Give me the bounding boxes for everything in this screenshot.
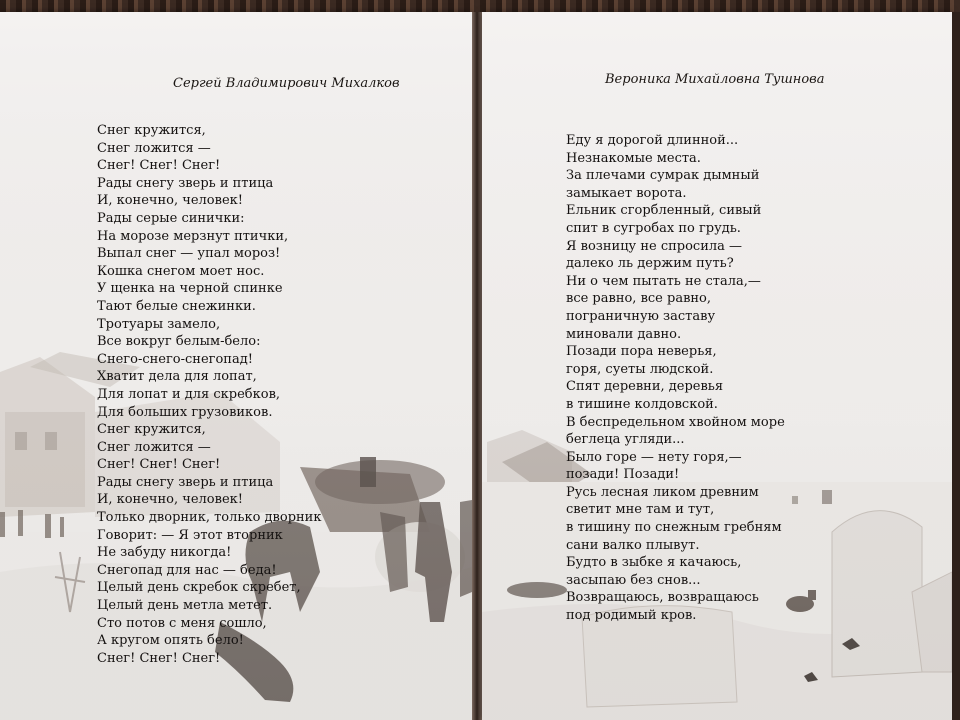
poem-line: И, конечно, человек! <box>97 492 243 508</box>
poem-line: У щенка на черной спинке <box>97 281 283 297</box>
poem-line: Только дворник, только дворник <box>97 510 322 526</box>
poem-line: Для лопат и для скребков, <box>97 386 281 402</box>
poem-line: спит в сугробах по грудь. <box>566 220 741 236</box>
poem-line: Хватит дела для лопат, <box>97 369 257 385</box>
book-spine <box>472 12 482 720</box>
poem-line: Говорит: — Я этот вторник <box>97 527 283 543</box>
poem-line: Не забуду никогда! <box>97 545 232 561</box>
poem-line: Тают белые снежинки. <box>97 298 256 314</box>
poem-line: сани валко плывут. <box>566 537 700 553</box>
poem-line: Снег! Снег! Снег! <box>97 650 221 666</box>
poem-line: Снего-снего-снегопад! <box>97 351 253 367</box>
poem-line: позади! Позади! <box>566 467 680 483</box>
poem-line: Рады снегу зверь и птица <box>97 474 274 490</box>
right-page <box>482 12 952 720</box>
left-author-name: Сергей Владимирович Михалков <box>173 76 400 91</box>
poem-line: Кошка снегом моет нос. <box>97 263 265 279</box>
poem-line: горя, суеты людской. <box>566 361 714 377</box>
poem-line: Рады снегу зверь и птица <box>97 175 274 191</box>
poem-line: замыкает ворота. <box>566 185 687 201</box>
poem-line: Было горе — нету горя,— <box>566 449 742 465</box>
poem-line: На морозе мерзнут птички, <box>97 228 289 244</box>
poem-line: засыпаю без снов... <box>566 572 701 588</box>
page-edge <box>952 12 960 720</box>
poem-line: Рады серые синички: <box>97 210 245 226</box>
right-poem <box>566 132 785 625</box>
poem-line: Русь лесная ликом древним <box>566 484 759 500</box>
poem-line: Сто потов с меня сошло, <box>97 615 267 631</box>
poem-line: в тишину по снежным гребням <box>566 520 782 536</box>
poem-line: Целый день скребок скребет, <box>97 580 301 596</box>
poem-line: Позади пора неверья, <box>566 344 717 360</box>
poem-line: пограничную заставу <box>566 308 716 324</box>
poem-line: Снег кружится, <box>97 123 206 138</box>
poem-line: далеко ль держим путь? <box>566 256 734 272</box>
poem-line: Снег ложится — <box>97 439 211 455</box>
poem-line: Снегопад для нас — беда! <box>97 562 277 578</box>
poem-line: И, конечно, человек! <box>97 193 243 209</box>
poem-line: Будто в зыбке я качаюсь, <box>566 555 742 571</box>
poem-line: Снег ложится — <box>97 140 211 156</box>
poem-line: Ни о чем пытать не стала,— <box>566 273 761 289</box>
poem-line: светит мне там и тут, <box>566 502 715 518</box>
poem-line: Незнакомые места. <box>566 150 701 166</box>
poem-line: в тишине колдовской. <box>566 396 718 412</box>
poem-line: Все вокруг белым-бело: <box>97 334 261 350</box>
right-author-name: Вероника Михайловна Тушнова <box>605 72 825 87</box>
poem-line: А кругом опять бело! <box>97 633 244 649</box>
poem-line: В беспредельном хвойном море <box>566 414 785 430</box>
poem-line: Снег! Снег! Снег! <box>97 158 221 174</box>
poem-line: Целый день метла метет. <box>97 598 273 614</box>
poem-line: беглеца угляди... <box>566 432 685 448</box>
poem-line: Выпал снег — упал мороз! <box>97 246 281 262</box>
poem-line: под родимый кров. <box>566 608 697 624</box>
left-poem <box>97 122 321 667</box>
poem-line: Возвращаюсь, возвращаюсь <box>566 590 759 606</box>
poem-line: Для больших грузовиков. <box>97 404 273 420</box>
poem-line: За плечами сумрак дымный <box>566 168 760 184</box>
poem-line: Тротуары замело, <box>97 316 221 332</box>
poem-line: миновали давно. <box>566 326 682 342</box>
poem-line: Снег! Снег! Снег! <box>97 457 221 473</box>
poem-line: Я возницу не спросила — <box>566 238 743 254</box>
poem-line: Спят деревни, деревья <box>566 379 724 395</box>
poem-line: Снег кружится, <box>97 422 206 438</box>
poem-line: все равно, все равно, <box>566 291 712 307</box>
poem-line: Ельник сгорбленный, сивый <box>566 203 762 219</box>
poem-line: Еду я дорогой длинной... <box>566 133 739 148</box>
left-page <box>0 12 472 720</box>
